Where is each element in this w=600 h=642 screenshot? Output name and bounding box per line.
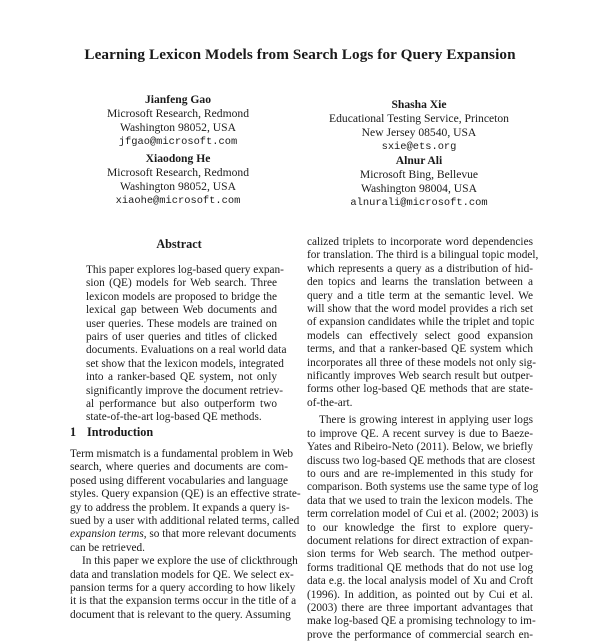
author-email: alnurali@microsoft.com [350, 197, 488, 209]
intro-line: it is that the expansion terms occur in the title of a [70, 595, 297, 608]
body-line: will show that the word model provides a rich set [307, 303, 533, 316]
abstract-line: set show that the lexicon models, integrated [86, 357, 284, 370]
body-line: (2003) there are three important advantages that [307, 601, 533, 614]
body-line: data that we used to train the lexicon models. The [307, 494, 533, 507]
intro-line: search, where queries and documents are com- [70, 461, 288, 474]
body-line: terms, and that a ranker-based QE system which [307, 343, 533, 356]
author-affiliation: Microsoft Research, Redmond [107, 107, 249, 120]
body-line: to ours and are re-implemented in this study for [307, 467, 533, 480]
body-line: incorporates all three of these models not only sig- [307, 356, 537, 369]
abstract-line: into a ranker-based QE system, not only [86, 371, 277, 384]
body-line: nificantly improves Web search result but outper- [307, 370, 533, 383]
intro-line-with-term: expansion terms, so that more relevant documents [70, 528, 297, 541]
paper-title: Learning Lexicon Models from Search Logs for Query Expansion [84, 46, 516, 63]
intro-line: pansion terms for a query according to how likely [70, 582, 296, 595]
author-block [78, 93, 278, 149]
intro-line: data and translation models for QE. We select ex- [70, 568, 294, 581]
author-name: Shasha Xie [391, 98, 447, 111]
intro-line: can be retrieved. [70, 541, 145, 554]
author-address: Washington 98052, USA [120, 180, 236, 193]
intro-line: document that is relevant to the query. Assuming [70, 608, 291, 621]
body-line: forms other log-based QE methods that are state- [307, 383, 533, 396]
right-column-body [307, 236, 539, 642]
body-line: comparison. Both systems use the same type of log [307, 481, 539, 494]
abstract-line: This paper explores log-based query expan- [86, 264, 284, 276]
author-affiliation: Microsoft Research, Redmond [107, 166, 249, 179]
body-line: which represents a query as a distribution of hid- [307, 262, 533, 275]
body-line: calized triplets to incorporate word dependencies [307, 236, 533, 248]
author-address: Washington 98052, USA [120, 121, 236, 134]
body-line: forms traditional QE methods that do not use log [307, 561, 533, 574]
body-line: to our knowledge the first to explore query- [307, 521, 533, 534]
body-line: query and a title term at the semantic level. We [307, 289, 533, 302]
author-address: Washington 98004, USA [361, 182, 477, 195]
abstract-heading: Abstract [156, 237, 202, 251]
body-line: models can effectively select good expansion [307, 329, 533, 342]
author-block [324, 98, 514, 154]
intro-line: styles. Query expansion (QE) is an effective strate- [70, 488, 301, 501]
abstract-line: significantly improve the document retriev- [86, 384, 284, 397]
body-line: data e.g. the local analysis model of Xu and Croft [307, 575, 533, 588]
intro-line: gy to address the problem. It expands a query is- [70, 501, 290, 514]
body-line: of-the-art. [307, 396, 353, 409]
intro-body [70, 448, 301, 622]
author-address: New Jersey 08540, USA [361, 126, 477, 139]
abstract-line: lexicon models are proposed to bridge the [86, 290, 277, 303]
body-line: for translation. The third is a bilingual topic model, [307, 249, 539, 262]
intro-line: posed using different vocabularies and language [70, 474, 288, 487]
author-name: Jianfeng Gao [144, 93, 212, 106]
section-heading [70, 425, 153, 440]
author-email: xiaohe@microsoft.com [115, 195, 241, 207]
abstract-line: user queries. These models are trained on [86, 317, 277, 330]
body-line: Yates and Ribeiro-Neto (2011). Below, we briefly [307, 441, 533, 454]
intro-line-tail: so that more relevant documents [149, 528, 297, 541]
body-line: document relations for direct extraction of expan- [307, 534, 533, 547]
body-line: discuss two log-based QE methods that are closest [307, 454, 536, 467]
author-name: Alnur Ali [395, 154, 443, 167]
section-title: Introduction [87, 425, 154, 439]
abstract-line: al performance but also outperform two [86, 398, 277, 411]
intro-line: Term mismatch is a fundamental problem in Web [70, 448, 294, 460]
intro-italic-term: expansion terms [70, 528, 144, 541]
abstract-body [86, 264, 287, 425]
abstract-line: state-of-the-art log-based QE methods. [86, 411, 262, 424]
body-line: sion terms for Web search. The method outper- [307, 548, 533, 561]
body-line: There is growing interest in applying user logs [319, 414, 533, 427]
body-line: den topics and learns the translation between a [307, 276, 533, 289]
abstract-line: lexical gap between Web documents and [86, 304, 277, 317]
author-block [324, 154, 514, 210]
body-line: make log-based QE a promising technology to im- [307, 615, 536, 628]
section-number: 1 [70, 425, 77, 439]
body-line: to improve QE. A recent survey is due to Baeze- [307, 427, 533, 440]
author-email: sxie@ets.org [381, 141, 457, 153]
body-line: of expansion candidates while the triplet and topic [307, 316, 535, 329]
intro-line: sued by a user with additional related terms, called [70, 515, 300, 528]
abstract-line: sion (QE) models for Web search. Three [86, 277, 277, 290]
abstract-line: pairs of user queries and titles of clicked [86, 331, 277, 344]
author-email: jfgao@microsoft.com [118, 136, 238, 148]
abstract-line: documents. Evaluations on a real world data [86, 344, 287, 357]
body-line: (1996). In addition, as pointed out by Cui et al. [307, 588, 533, 601]
author-name: Xiaodong He [145, 152, 211, 165]
intro-line: In this paper we explore the use of clickthrough [82, 555, 298, 568]
author-affiliation: Microsoft Bing, Bellevue [359, 168, 479, 181]
author-block [78, 152, 278, 208]
author-affiliation: Educational Testing Service, Princeton [329, 112, 509, 125]
body-line: term correlation model of Cui et al. (2002; 2003) is [307, 508, 539, 521]
body-line: prove the performance of commercial search en- [307, 628, 533, 641]
